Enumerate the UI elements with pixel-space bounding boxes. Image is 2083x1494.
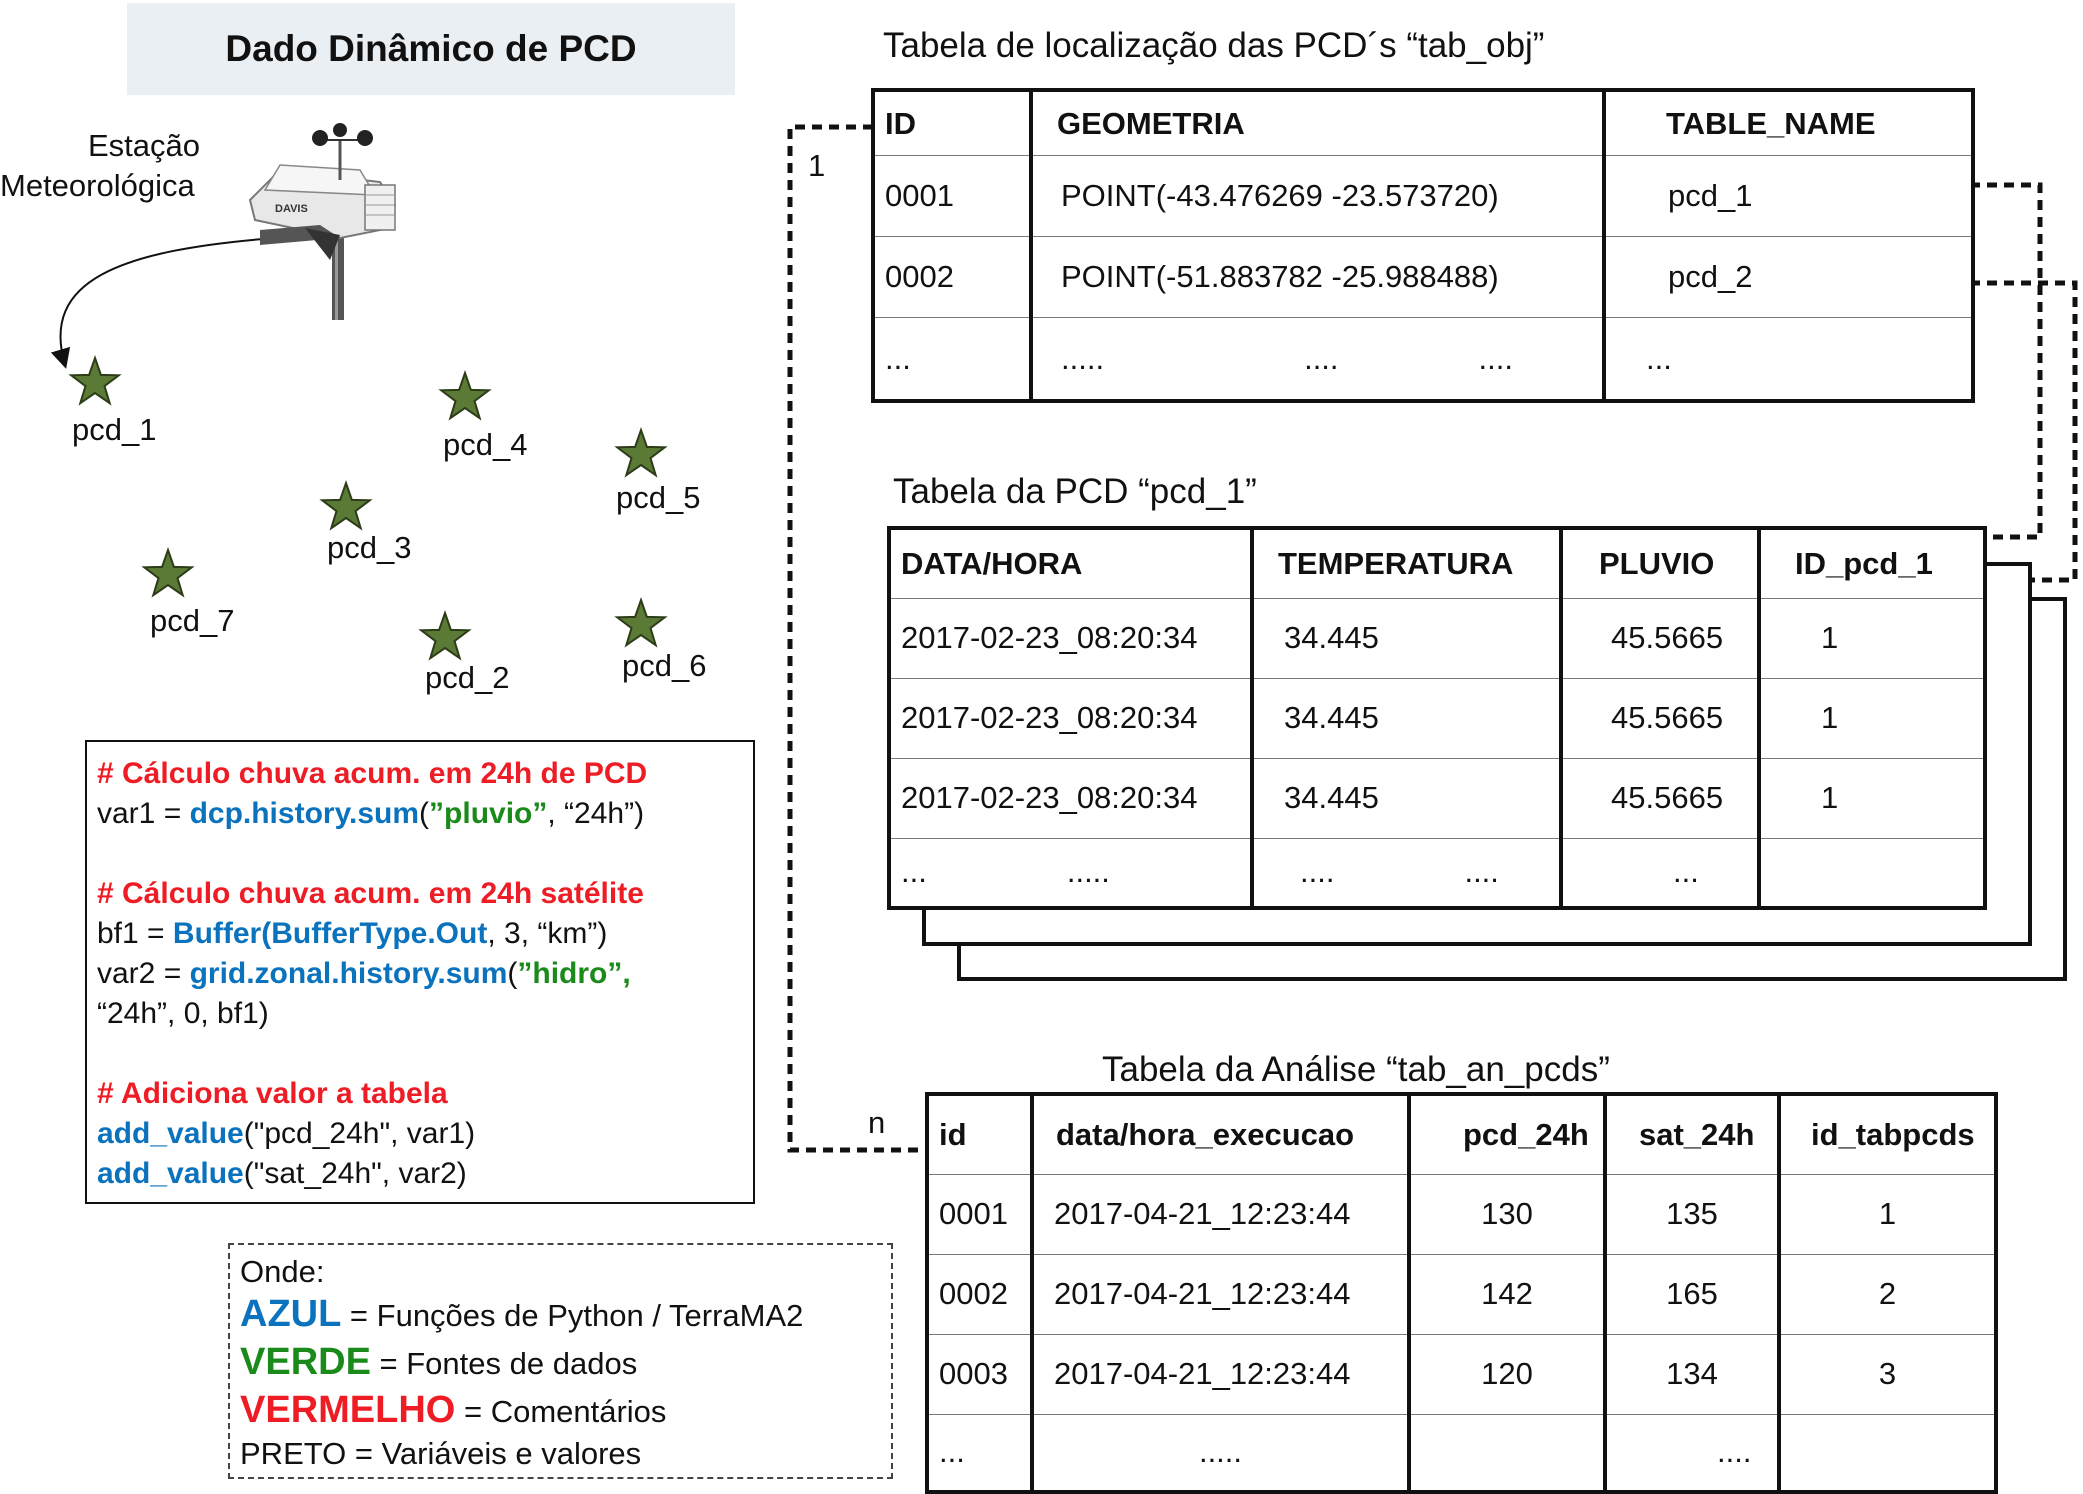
station-pcd3-label: pcd_3 (327, 530, 412, 565)
legend-blue-text: = Funções de Python / TerraMA2 (341, 1298, 804, 1333)
station-pcd6-label: pcd_6 (622, 648, 707, 683)
code-comment-3: # Adiciona valor a tabela (97, 1077, 448, 1110)
weather-station-icon (240, 120, 420, 320)
legend-red-text: = Comentários (455, 1394, 667, 1429)
station-pcd4-label: pcd_4 (443, 427, 528, 462)
pcd1-header-data-hora: DATA/HORA (889, 528, 1252, 598)
station-star-icon (617, 430, 665, 475)
title-box (127, 3, 735, 95)
tab-obj-header-geometria: GEOMETRIA (1031, 90, 1604, 156)
station-pcd1-label: pcd_1 (72, 412, 157, 447)
legend-red-key: VERMELHO (240, 1389, 456, 1431)
code-func-buffer: Buffer(BufferType.Out (172, 917, 488, 950)
analysis-header-data-hora: data/hora_execucao (1032, 1094, 1409, 1174)
table-row: 0001 POINT(-43.476269 -23.573720) pcd_1 (873, 156, 1973, 237)
code-comment-2: # Cálculo chuva acum. em 24h satélite (97, 877, 644, 910)
station-pcd7-label: pcd_7 (150, 603, 235, 638)
station-label-line2: Meteorológica (0, 168, 195, 203)
code-func-add-value-1: add_value (97, 1117, 244, 1150)
code-func-add-value-2: add_value (97, 1157, 244, 1190)
tab-obj-title: Tabela de localização das PCD´s “tab_obj” (883, 26, 1545, 65)
code-bf1: bf1 = (97, 917, 173, 950)
analysis-header-id: id (927, 1094, 1032, 1174)
table-row: 0002 2017-04-21_12:23:44 142 165 2 (927, 1254, 1996, 1334)
legend-green-text: = Fontes de dados (370, 1346, 638, 1381)
color-legend (228, 1243, 893, 1479)
station-star-icon (421, 613, 469, 658)
table-row: 0002 POINT(-51.883782 -25.988488) pcd_2 (873, 237, 1973, 318)
tab-obj-table (871, 88, 1975, 403)
pcd1-header-id-pcd1: ID_pcd_1 (1759, 528, 1985, 598)
station-star-icon (441, 373, 489, 418)
analysis-header-sat24h: sat_24h (1605, 1094, 1779, 1174)
table-row: 0001 2017-04-21_12:23:44 130 135 1 (927, 1174, 1996, 1254)
analysis-table-title: Tabela da Análise “tab_an_pcds” (1102, 1050, 1610, 1089)
station-star-icon (322, 483, 370, 528)
svg-text:DAVIS: DAVIS (275, 203, 308, 215)
code-source-hidro: ”hidro”, (517, 957, 631, 990)
tab-obj-header-table-name: TABLE_NAME (1604, 90, 1973, 156)
table-row: 2017-02-23_08:20:34 34.445 45.5665 1 (889, 758, 1985, 838)
code-var2: var2 = (97, 957, 190, 990)
table-row: ... ..... .... .... ... (873, 318, 1973, 401)
station-star-icon (144, 550, 192, 595)
table-row: ... ..... .... .... ... (889, 838, 1985, 908)
station-label-line1: Estação (88, 128, 201, 163)
table-row: 0003 2017-04-21_12:23:44 120 134 3 (927, 1334, 1996, 1414)
pcd1-table-title: Tabela da PCD “pcd_1” (893, 472, 1257, 511)
table-row: ... ..... .... (927, 1414, 1996, 1492)
station-pcd5-label: pcd_5 (616, 480, 701, 515)
analysis-table (925, 1092, 1998, 1494)
legend-title: Onde: (240, 1254, 325, 1289)
code-source-pluvio: ”pluvio” (429, 797, 548, 830)
legend-black-text: PRETO = Variáveis e valores (240, 1436, 642, 1471)
station-star-icon (71, 358, 119, 403)
legend-blue-key: AZUL (240, 1293, 342, 1335)
code-func-grid-zonal: grid.zonal.history.sum (189, 957, 508, 990)
analysis-header-id-tabpcds: id_tabpcds (1779, 1094, 1996, 1174)
page-title: Dado Dinâmico de PCD (225, 28, 637, 69)
legend-green-key: VERDE (240, 1341, 371, 1383)
table-row: 2017-02-23_08:20:34 34.445 45.5665 1 (889, 598, 1985, 678)
cardinality-one: 1 (808, 148, 826, 183)
code-comment-1: # Cálculo chuva acum. em 24h de PCD (97, 757, 648, 790)
code-func-dcp-history-sum: dcp.history.sum (189, 797, 420, 830)
pcd1-header-temperatura: TEMPERATURA (1252, 528, 1561, 598)
analysis-header-pcd24h: pcd_24h (1409, 1094, 1605, 1174)
pcd1-header-pluvio: PLUVIO (1561, 528, 1759, 598)
pcd1-table (887, 526, 1987, 910)
cardinality-many: n (868, 1105, 886, 1140)
code-var1: var1 = (97, 797, 190, 830)
tab-obj-header-id: ID (873, 90, 1031, 156)
station-pcd2-label: pcd_2 (425, 660, 510, 695)
station-star-icon (617, 600, 665, 645)
code-args: “24h”, 0, bf1) (97, 997, 269, 1030)
script-code-box: # Cálculo chuva acum. em 24h de PCD var1 = dcp.history.sum(”pluvio”, “24h”) # Cálculo chuva acum. em 24h satélite bf1 = Buffer(BufferType.Out, 3, “km”) var2 = grid.zonal.history.sum(”hidro”, “24h”, 0, bf1) # Adiciona valor a tabela add_value("pcd_24h", var1) add_value("sat_24h", var2) (85, 740, 755, 1204)
relation-line-pcd1 (1970, 185, 2040, 537)
table-row: 2017-02-23_08:20:34 34.445 45.5665 1 (889, 678, 1985, 758)
